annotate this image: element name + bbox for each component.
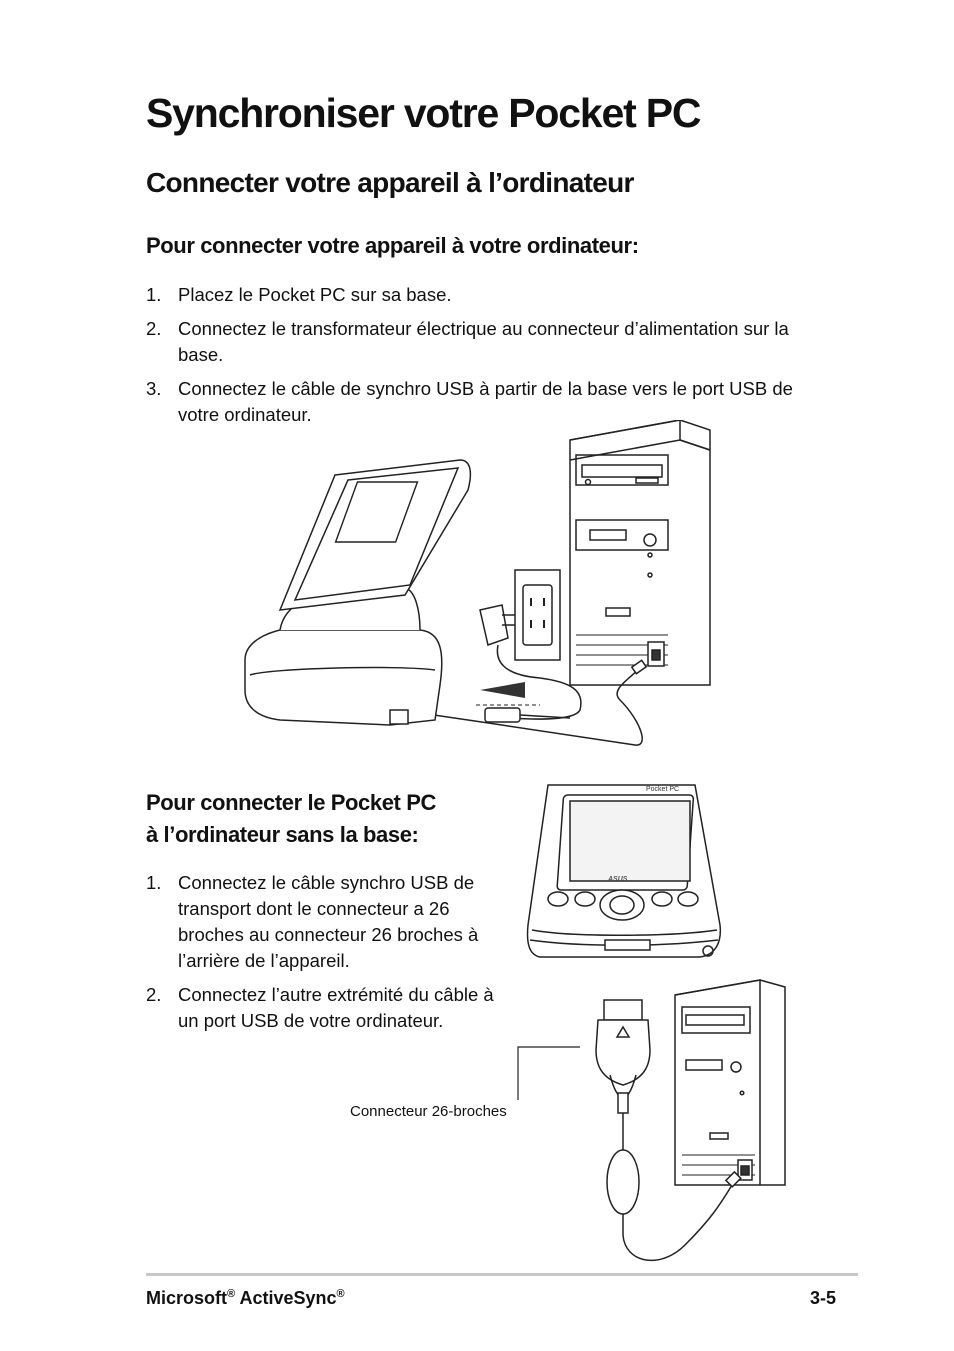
page-number: 3-5	[810, 1288, 837, 1308]
step-number: 1.	[146, 872, 162, 893]
footer-product-name: Microsoft	[146, 1288, 227, 1308]
procedure1-heading: Pour connecter votre appareil à votre ordinateur:	[146, 233, 639, 258]
pocket-pc-direct-usb-cable-illustration	[510, 775, 800, 1270]
procedure2-heading-line2: à l’ordinateur sans la base:	[146, 822, 419, 847]
device-label: Pocket PC	[646, 786, 680, 793]
cradle-usb-power-connection-illustration	[240, 420, 720, 755]
step-number: 3.	[146, 378, 162, 399]
step-text: Connectez le câble de synchro USB à partir de la base vers le port USB de votre ordinateur.	[178, 378, 793, 425]
step-text: Placez le Pocket PC sur sa base.	[178, 284, 452, 305]
step-number: 2.	[146, 984, 162, 1005]
registered-mark: ®	[336, 1288, 345, 1300]
list-item	[146, 982, 496, 1034]
step-text: Connectez le transformateur électrique au connecteur d’alimentation sur la base.	[178, 318, 789, 365]
footer-product	[146, 1288, 345, 1309]
procedure2-heading	[146, 787, 506, 851]
footer-product-name2: ActiveSync	[235, 1288, 337, 1308]
step-text: Connectez l’autre extrémité du câble à un port USB de votre ordinateur.	[178, 984, 494, 1031]
step-number: 2.	[146, 318, 162, 339]
procedure1-steps	[146, 282, 816, 436]
list-item	[146, 870, 496, 974]
list-item	[146, 282, 816, 308]
footer-divider	[146, 1273, 858, 1276]
section-heading: Connecter votre appareil à l’ordinateur	[146, 167, 634, 198]
connector-callout-label: Connecteur 26-broches	[350, 1103, 507, 1120]
page-title: Synchroniser votre Pocket PC	[146, 90, 701, 136]
procedure2-heading-line1: Pour connecter le Pocket PC	[146, 790, 436, 815]
step-number: 1.	[146, 284, 162, 305]
procedure2-steps	[146, 870, 496, 1042]
registered-mark: ®	[227, 1288, 236, 1300]
device-brand: ASUS	[608, 876, 628, 883]
list-item	[146, 316, 816, 368]
step-text: Connectez le câble synchro USB de transport dont le connecteur a 26 broches au connecteur 26 broches à l’arrière de l’appareil.	[178, 872, 479, 971]
